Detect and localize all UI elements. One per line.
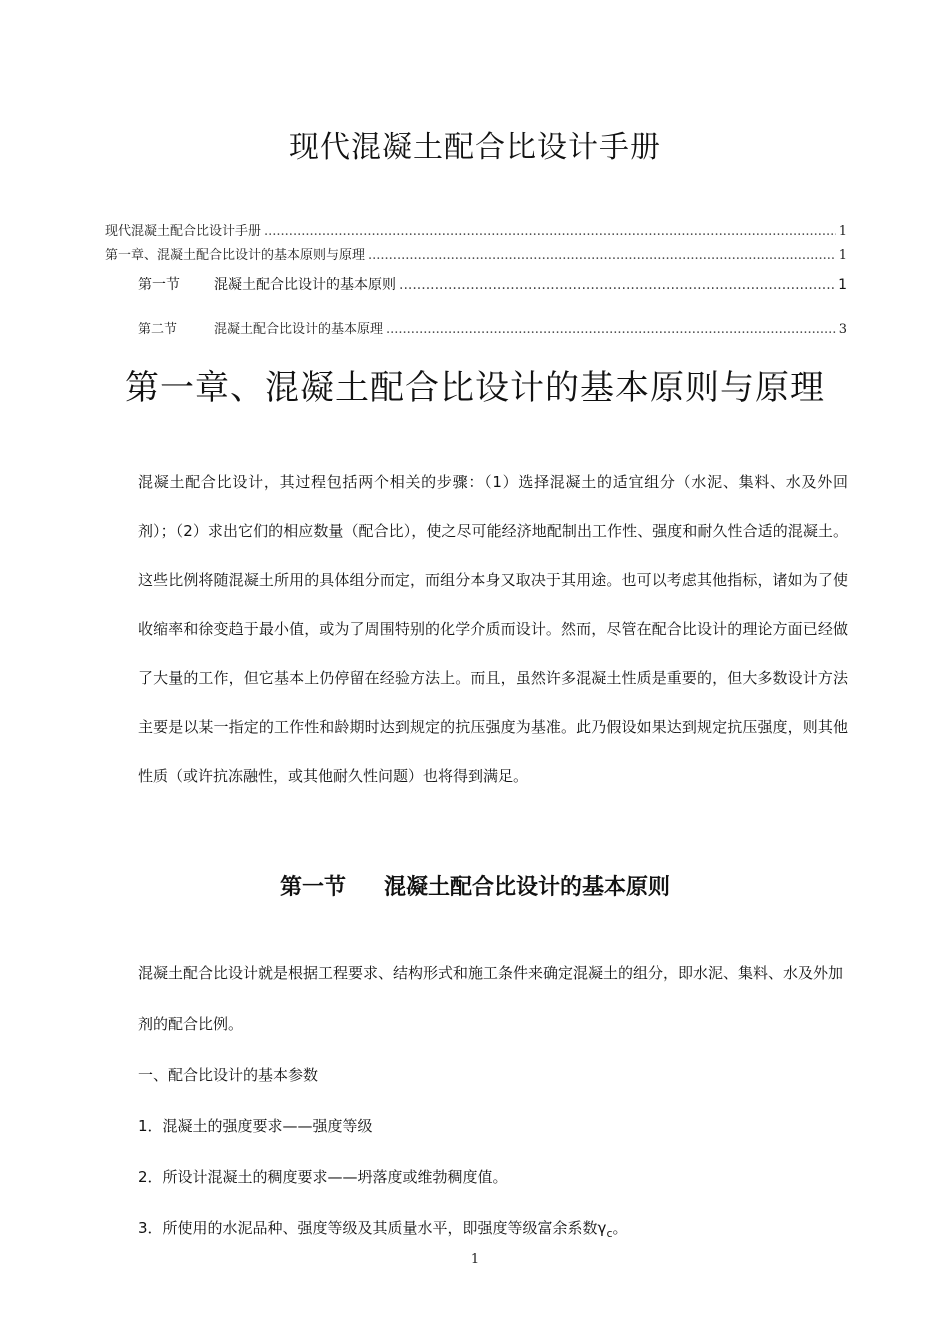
document-title: 现代混凝土配合比设计手册	[289, 130, 661, 165]
toc-entry-page: 3	[838, 322, 847, 337]
subheading: 一、配合比设计的基本参数	[138, 1066, 319, 1084]
toc-entry-label: 第一章、混凝土配合比设计的基本原则与原理	[105, 248, 366, 263]
toc-leader-dots	[368, 248, 836, 263]
toc-entry-number: 第一节	[138, 277, 180, 293]
table-of-contents	[105, 220, 847, 356]
section-number: 第一节	[279, 875, 346, 900]
list-item-text: 3．所使用的水泥品种、强度等级及其质量水平，即强度等级富余系数	[138, 1219, 598, 1237]
chapter-intro-paragraph: 混凝土配合比设计，其过程包括两个相关的步骤：（1）选择混凝土的适宜组分（水泥、集料、水及外回剂）；（2）求出它们的相应数量（配合比），使之尽可能经济地配制出工作性、强度和耐久性合适的混凝土。这些比例将随混凝土所用的具体组分而定，而组分本身又取决于其用途。也可以考虑其他指标，诸如为了使收缩率和徐变趋于最小值，或为了周围特别的化学介质而设计。然而，尽管在配合比设计的理论方面已经做了大量的工作，但它基本上仍停留在经验方法上。而且，虽然许多混凝土性质是重要的，但大多数设计方法主要是以某一指定的工作性和龄期时达到规定的抗压强度为基准。此乃假设如果达到规定抗压强度，则其他性质（或许抗冻融性，或其他耐久性问题）也将得到满足。	[138, 473, 848, 785]
toc-entry[interactable]	[105, 268, 847, 312]
toc-entry[interactable]	[105, 244, 847, 268]
list-item: 1．混凝土的强度要求——强度等级	[138, 1117, 373, 1135]
chapter-heading: 第一章、混凝土配合比设计的基本原则与原理	[125, 368, 825, 408]
toc-entry-label: 现代混凝土配合比设计手册	[105, 224, 262, 239]
section-body	[138, 948, 848, 1259]
toc-entry-page: 1	[838, 224, 847, 239]
list-item: 2．所设计混凝土的稠度要求——坍落度或维勃稠度值。	[138, 1168, 508, 1186]
toc-leader-dots	[264, 224, 836, 239]
toc-leader-dots	[386, 322, 836, 337]
list-item	[138, 1203, 848, 1259]
toc-entry-page: 1	[838, 248, 847, 263]
subscript: c	[606, 1227, 613, 1240]
toc-entry-label: 混凝土配合比设计的基本原则	[214, 277, 396, 293]
gamma-symbol: γ	[597, 1219, 607, 1237]
toc-entry-number: 第二节	[138, 322, 178, 337]
toc-entry[interactable]	[105, 312, 847, 356]
toc-entry-label: 混凝土配合比设计的基本原理	[214, 322, 384, 337]
section-heading	[0, 870, 950, 901]
section-paragraph: 混凝土配合比设计就是根据工程要求、结构形式和施工条件来确定混凝土的组分，即水泥、集料、水及外加剂的配合比例。	[138, 964, 844, 1033]
toc-entry-page: 1	[838, 277, 847, 293]
list-item-end: 。	[612, 1219, 628, 1237]
section-title-text: 混凝土配合比设计的基本原则	[384, 875, 671, 900]
page-number: 1	[470, 1252, 480, 1267]
toc-entry[interactable]	[105, 220, 847, 244]
toc-leader-dots	[399, 277, 835, 293]
